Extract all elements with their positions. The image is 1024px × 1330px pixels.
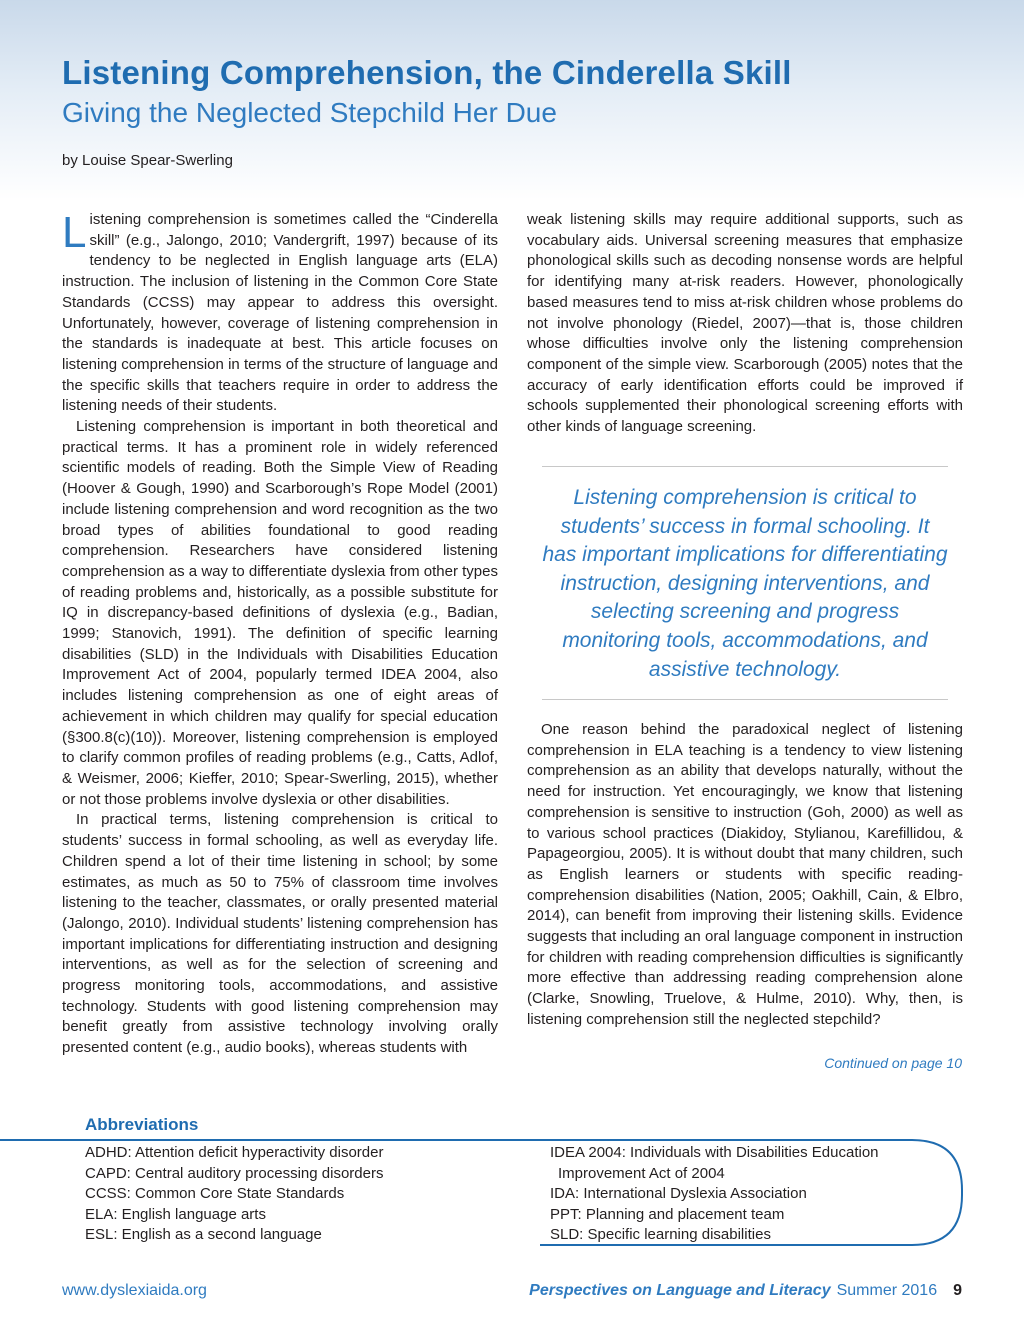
paragraph-3-continued: weak listening skills may require additional supports, such as vocabulary aids. Universal screening measures that emphasize phonological skills such as decoding nonsense words are helpful for identifying many at-risk readers. However, phonologically based measures tend to miss at-risk children whose problems do not involve phonology (Riedel, 2007)—that is, those children whose difficulties involve only the listening comprehension component of the simple view. Scarborough (2005) notes that the accuracy of early identification efforts could be improved if schools supplemented their phonological screening efforts with other kinds of language screening. (527, 211, 963, 436)
abbreviations-list-left (85, 1143, 383, 1246)
abbreviations-list-right (550, 1143, 879, 1246)
footer-publication (529, 1282, 962, 1300)
abbreviation-item: PPT: Planning and placement team (550, 1205, 785, 1223)
footer-website-link[interactable]: www.dyslexiaida.org (62, 1282, 207, 1299)
paragraph-2: Listening comprehension is important in both theoretical and practical terms. It has a prominent role in widely referenced scientific models of reading. Both the Simple View of Reading (Hoover & Gough, 1990) and Scarborough’s Rope Model (2001) include listening comprehension and word recognition as the two broad types of abilities foundational to good reading comprehension. Researchers have considered listening comprehension as a way to differentiate dyslexia from other types of reading problems and, historically, as a possible substitute for IQ in discrepancy-based definitions of dyslexia (e.g., Badian, 1999; Stanovich, 1991). The definition of specific learning disabilities (SLD) in the Individuals with Disabilities Education Improvement Act of 2004, popularly termed IDEA 2004, also includes listening comprehension as one of eight areas of achievement in which children may qualify for special education (§300.8(c)(10)). Moreover, listening comprehension is employed to clarify common profiles of reading problems (e.g., Catts, Adlof, & Weismer, 2006; Kieffer, 2010; Spear-Swerling, 2015), whether or not those problems involve dyslexia or other disabilities. (62, 418, 498, 808)
paragraph-1-text: istening comprehension is sometimes called the “Cinderella skill” (e.g., Jalongo, 2010; Vandergrift, 1997) because of its tendency to be neglected in English language arts (ELA) instruction. The inclusion of listening in the Common Core State Standards (CCSS) may appear to address this oversight. Unfortunately, however, coverage of listening comprehension in the standards is inadequate at best. This article focuses on listening comprehension in terms of the structure of language and the specific skills that teachers require in order to address the listening needs of their students. (62, 211, 498, 415)
abbreviation-item: ELA: English language arts (85, 1205, 266, 1223)
pull-quote (542, 466, 948, 700)
issue-label: Summer 2016 (836, 1282, 938, 1299)
paragraph-3: In practical terms, listening comprehension is critical to students’ success in formal schooling, as well as everyday life. Children spend a lot of their time listening in school; by some estimates, as much as 50 to 75% of classroom time involves listening to the teacher, classmates, or orally presented material (Jalongo, 2010). Individual students’ listening comprehension has important implications for differentiating instruction and designing interventions, as well as for the selection of screening and progress monitoring tools, accommodations, and assistive technology. Students with good listening comprehension may benefit greatly from assistive technology involving orally presented content (e.g., audio books), whereas students with (62, 811, 498, 1057)
abbreviation-item: SLD: Specific learning disabilities (550, 1226, 771, 1244)
abbreviation-item: ESL: English as a second language (85, 1226, 322, 1244)
abbreviation-item: ADHD: Attention deficit hyperactivity disorder (85, 1144, 384, 1161)
right-column-upper (527, 210, 963, 438)
abbreviation-item-continued: Improvement Act of 2004 (558, 1164, 725, 1182)
continued-link[interactable]: Continued on page 10 (824, 1055, 962, 1071)
article-title: Listening Comprehension, the Cinderella Skill (62, 54, 792, 91)
journal-title: Perspectives on Language and Literacy (529, 1282, 831, 1299)
drop-cap: L (62, 208, 87, 257)
abbreviation-item: CCSS: Common Core State Standards (85, 1185, 345, 1203)
right-column-lower (527, 720, 963, 1031)
article-subtitle: Giving the Neglected Stepchild Her Due (62, 97, 557, 128)
left-column (62, 210, 498, 1059)
paragraph-1 (62, 210, 498, 417)
abbreviations-heading: Abbreviations (85, 1115, 199, 1134)
page-number: 9 (953, 1282, 962, 1299)
abbreviation-item: CAPD: Central auditory processing disorders (85, 1164, 384, 1182)
pull-quote-text: Listening comprehension is critical to students’ success in formal schooling. It has important implications for differentiating instruction, designing interventions, and selecting screening and progress monitoring tools, accommodations, and assistive technology. (542, 486, 948, 681)
byline: by Louise Spear-Swerling (62, 152, 233, 169)
paragraph-4: One reason behind the paradoxical neglect of listening comprehension in ELA teaching is a tendency to view listening comprehension as an ability that develops naturally, without the need for instruction. Yet encouragingly, we know that listening comprehension is sensitive to instruction (Goh, 2000) as well as to various school practices (Diakidoy, Stylianou, Karefillidou, & Papageorgiou, 2005). It is without doubt that many children, such as English learners or students with specific reading-comprehension disabilities (Nation, 2005; Oakhill, Cain, & Elbro, 2014), can benefit from improving their listening skills. Evidence suggests that including an oral language component in instruction for children with reading comprehension difficulties is significantly more effective than addressing reading comprehension alone (Clarke, Snowling, Truelove, & Hulme, 2010). Why, then, is listening comprehension still the neglected stepchild? (527, 721, 963, 1028)
abbreviation-item: IDA: International Dyslexia Association (550, 1185, 807, 1203)
abbreviation-item: IDEA 2004: Individuals with Disabilities Education (550, 1144, 879, 1161)
